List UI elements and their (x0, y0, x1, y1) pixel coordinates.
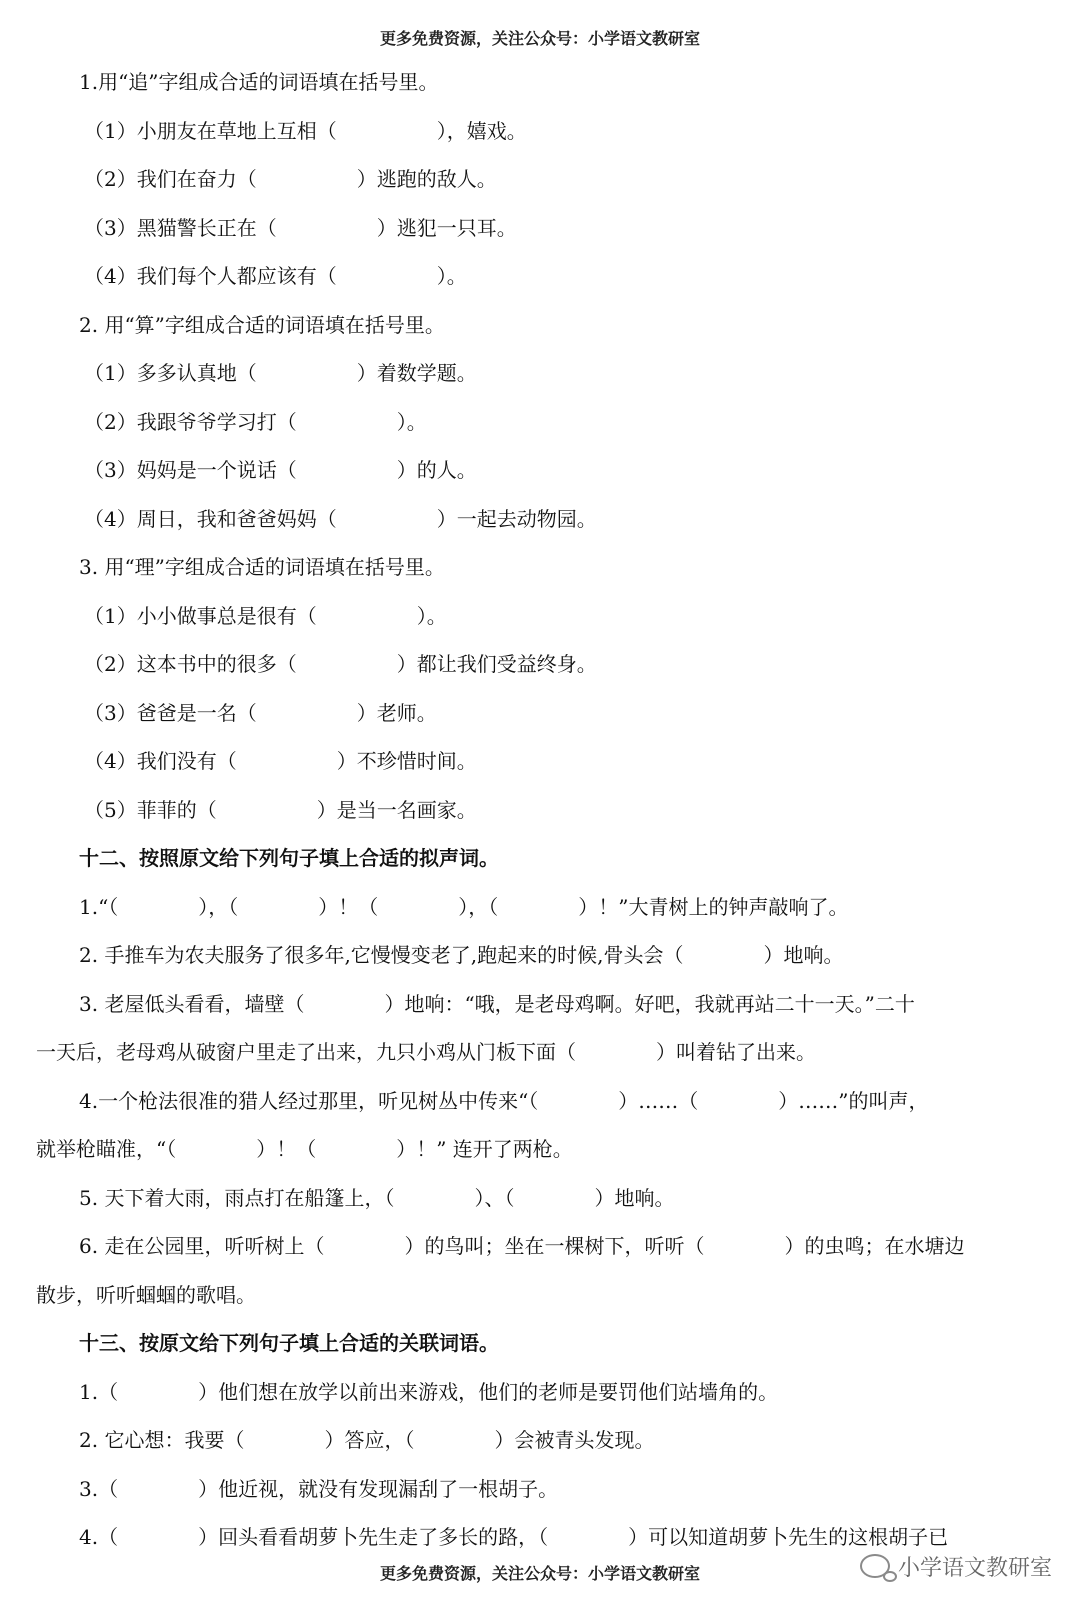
question-item: （1）多多认真地（ ）着数学题。 (84, 361, 477, 385)
question-item: （4）我们每个人都应该有（ ）。 (84, 264, 467, 288)
watermark-text: 小学语文教研室 (897, 1555, 1052, 1581)
question-heading: 3. 用“理”字组成合适的词语填在括号里。 (79, 555, 445, 579)
page-footer: 更多免费资源，关注公众号：小学语文教研室 (379, 1564, 700, 1583)
question-item: （3）爸爸是一名（ ）老师。 (84, 700, 437, 725)
question-item-continuation: 就举枪瞄准，“（ ）！（ ）！” 连开了两枪。 (36, 1137, 573, 1161)
question-item: （2）我们在奋力（ ）逃跑的敌人。 (84, 167, 497, 191)
section-title: 十二、按照原文给下列句子填上合适的拟声词。 (79, 846, 499, 870)
question-item: （4）我们没有（ ）不珍惜时间。 (84, 749, 477, 773)
question-item: 1.（ ）他们想在放学以前出来游戏，他们的老师是要罚他们站墙角的。 (79, 1379, 779, 1404)
question-item: 2. 它心想：我要（ ）答应，（ ）会被青头发现。 (79, 1428, 655, 1452)
question-heading: 1.用“追”字组成合适的词语填在括号里。 (79, 70, 439, 94)
wechat-logo-icon (860, 1554, 890, 1578)
question-item: （4）周日，我和爸爸妈妈（ ）一起去动物园。 (84, 506, 597, 531)
question-heading: 2. 用“算”字组成合适的词语填在括号里。 (79, 312, 445, 337)
section-title: 十三、按原文给下列句子填上合适的关联词语。 (79, 1331, 499, 1355)
question-item: （1）小小做事总是很有（ ）。 (84, 603, 447, 628)
question-item: 5. 天下着大雨，雨点打在船篷上，（ ）、（ ）地响。 (79, 1185, 675, 1210)
question-item: 4.一个枪法很准的猎人经过那里，听见树丛中传来“（ ）……（ ）……”的叫声， (79, 1088, 929, 1113)
question-item: （3）黑猫警长正在（ ）逃犯一只耳。 (84, 215, 517, 240)
question-item: 3. 老屋低头看看，墙壁（ ）地响：“哦，是老母鸡啊。好吧，我就再站二十一天。”二十 (79, 991, 915, 1016)
question-item-continuation: 一天后，老母鸡从破窗户里走了出来，九只小鸡从门板下面（ ）叫着钻了出来。 (36, 1040, 816, 1064)
question-item: 4.（ ）回头看看胡萝卜先生走了多长的路，（ ）可以知道胡萝卜先生的这根胡子已 (79, 1525, 949, 1549)
question-item: 6. 走在公园里，听听树上（ ）的鸟叫；坐在一棵树下，听听（ ）的虫鸣；在水塘边 (79, 1234, 965, 1258)
question-item: 3.（ ）他近视，就没有发现漏刮了一根胡子。 (79, 1476, 559, 1501)
question-item: 1.“（ ），（ ）！（ ），（ ）！”大青树上的钟声敲响了。 (79, 894, 849, 919)
watermark (860, 1546, 1052, 1586)
question-item: （3）妈妈是一个说话（ ）的人。 (84, 458, 477, 482)
worksheet-content (0, 58, 1080, 1562)
question-item: （2）这本书中的很多（ ）都让我们受益终身。 (84, 652, 597, 676)
question-item: （2）我跟爷爷学习打（ ）。 (84, 409, 427, 434)
question-item: （1）小朋友在草地上互相（ ），嬉戏。 (84, 118, 527, 143)
question-item: 2. 手推车为农夫服务了很多年,它慢慢变老了,跑起来的时候,骨头会（ ）地响。 (79, 943, 844, 967)
question-item: （5）菲菲的（ ）是当一名画家。 (84, 797, 477, 822)
question-item-continuation: 散步，听听蝈蝈的歌唱。 (36, 1282, 256, 1307)
page-header: 更多免费资源，关注公众号：小学语文教研室 (379, 29, 700, 48)
